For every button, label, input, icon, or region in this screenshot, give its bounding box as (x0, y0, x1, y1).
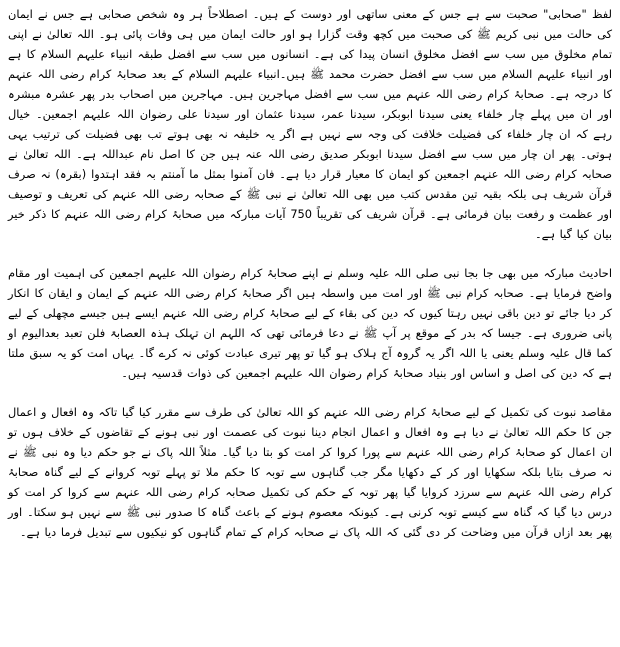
paragraph-ahadith: احادیث مبارکہ میں بھی جا بجا نبی صلی اللہ علیہ وسلم نے اپنے صحابۂ کرام رضوان اللہ علیہم اجمعین کی اہمیت اور مقام واضح فرمایا ہے۔ صحابہ کرام نبی ﷺ اور امت میں واسطہ ہیں اگر صحابۂ کرام رضی اللہ عنہم کے ایمان و ایقان کا انکار کر دیا جائے تو دین باقی نہیں رہتا کیوں کہ دین کی بقاء کے لیے صحابۂ کرام رضی اللہ عنہم ایسے ہیں جیسے مچھلی کے لیے پانی ضروری ہے۔ جیسا کہ بدر کے موقع پر آپ ﷺ نے دعا فرمائی تھی کہ اللہم ان تہلک ہذہ العصابۃ فلن تعبد بعدالیوم او کما قال علیہ وسلم یعنی یا اللہ اگر یہ گروہ آج ہلاک ہو گیا تو پھر تیری عبادت کوئی نہ کرے گا۔ یہاں امت کو یہ سبق ملتا ہے کہ دین کی اصل و اساس اور بنیاد صحابۂ کرام رضوان اللہ علیہم اجمعین کی ذوات قدسیہ ہیں۔ (8, 266, 612, 380)
paragraph-sahabi-definition: لفظ "صحابی" صحبت سے ہے جس کے معنی ساتھی اور دوست کے ہیں۔ اصطلاحاً ہر وہ شخص صحابی ہے جس نے ایمان کی حالت میں نبی کریم ﷺ کی صحبت میں کچھ وقت گزارا ہو اور حالت ایمان میں ہی وفات پائی ہو۔ اللہ تعالیٰ نے اپنی تمام مخلوق میں سب سے افضل مخلوق انسان پیدا کی ہے۔ انسانوں میں سب سے افضل طبقہ انبیاء علیہم السلام کا ہے اور انبیاء علیہم السلام میں سب سے افضل حضرت محمد ﷺ ہیں۔انبیاء علیہم السلام کے بعد صحابۂ کرام رضی اللہ عنہم کا درجہ ہے۔ صحابۂ کرام رضی اللہ عنہم میں سب سے افضل مہاجرین ہیں۔ مہاجرین میں اصحاب بدر پھر عشرہ مبشرہ اور ان میں پہلے چار خلفاء یعنی سیدنا ابوبکر، سیدنا عمر، سیدنا عثمان اور سیدنا علی رضوان اللہ علیہم اجمعین۔ خیال رہے کہ ان چار خلفاء کی فضیلت خلافت کی وجہ سے نہیں ہے اگر یہ خلیفہ نہ بھی ہوتے تب بھی فضیلت کی ترتیب یہی ہوتی۔ پھر ان چار میں سب سے افضل سیدنا ابوبکر صدیق رضی اللہ عنہ ہیں جن کا اصل نام عبداللہ ہے۔ اللہ تعالیٰ نے صحابہ کرام رضی اللہ عنہم اجمعین کو ایمان کا معیار قرار دیا ہے۔ فان آمنوا بمثل ما آمنتم بہ فقد اہتدوا (بقرہ) نہ صرف قرآن شریف ہی بلکہ بقیہ تین مقدس کتب میں بھی اللہ تعالیٰ نے نبی ﷺ کے صحابہ رضی اللہ عنہم کی تعریف و توصیف اور عظمت و رفعت بیان فرمائی ہے۔ قرآن شریف کی تقریباً 750 آیات مبارکہ میں صحابۂ کرام رضی اللہ عنہم کا ذکر خیر بیان کیا گیا ہے۔ (8, 7, 612, 241)
paragraph-maqasid-nubuwwat: مقاصد نبوت کی تکمیل کے لیے صحابۂ کرام رضی اللہ عنہم کو اللہ تعالیٰ کی طرف سے مقرر کیا گیا تاکہ وہ افعال و اعمال جن کا حکم اللہ تعالیٰ نے دیا ہے وہ افعال و اعمال انجام دینا نبوت کی عصمت اور نبی ہونے کے تقاضوں کے خلاف ہوں تو ان اعمال کو صحابۂ کرام رضی اللہ عنہم سے پورا کروا کر امت کو بتا دیا گیا۔ مثلاً اللہ پاک نے جو حکم دیا وہ نبی ﷺ نے نہ صرف بتایا بلکہ سکھایا اور کر کے دکھایا مگر جب گناہوں سے توبہ کا حکم ملا تو پہلے توبہ کروانے کے لیے گناہ صحابۂ کرام رضی اللہ عنہم سے سرزد کروایا گیا پھر توبہ کے حکم کی تکمیل صحابہ کرام رضی اللہ عنہم سے کروا کر امت کو درس دیا گیا کہ گناہ سے کیسے توبہ کرنی ہے۔ کیونکہ معصوم ہونے کے باعث گناہ کا صدور نبی ﷺ سے نہیں ہو سکتا۔ اور پھر بعد ازاں قرآن میں وضاحت کر دی گئی کہ اللہ پاک نے صحابہ کرام کے تمام گناہوں کو نیکیوں سے تبدیل فرما دیا ہے۔ (8, 405, 612, 539)
